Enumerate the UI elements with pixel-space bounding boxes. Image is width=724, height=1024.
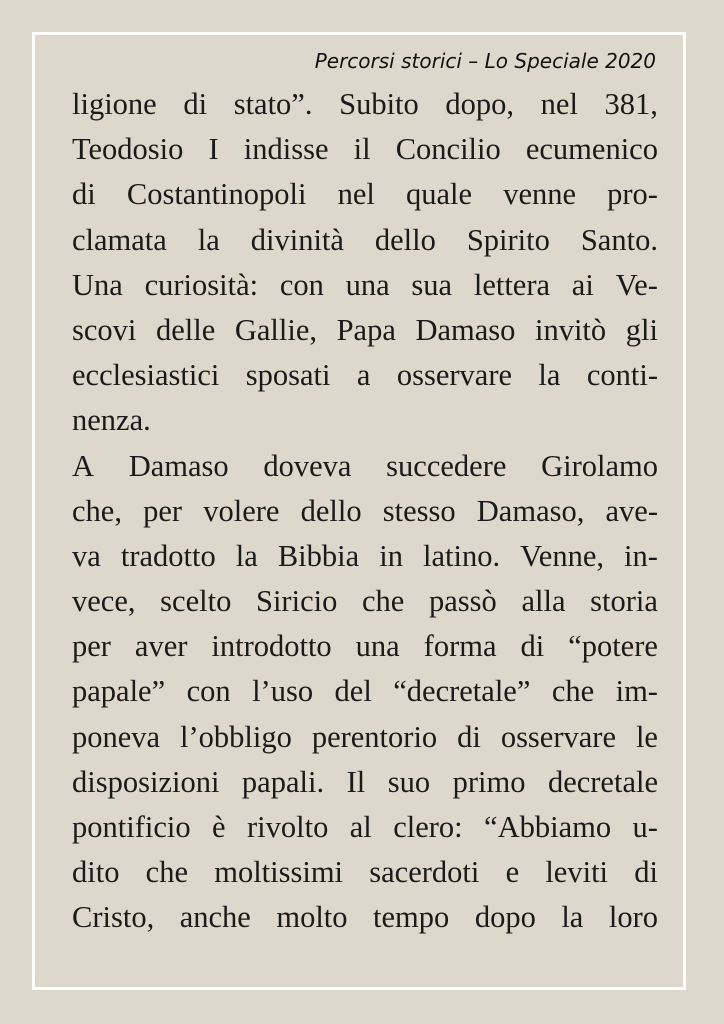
text-line: pontificio è rivolto al clero: “Abbiamo u- — [72, 810, 658, 844]
text-line: che, per volere dello stesso Damaso, ave- — [72, 493, 658, 528]
text-line: disposizioni papali. Il suo primo decretale — [72, 764, 658, 799]
text-line: clamata la divinità dello Spirito Santo. — [72, 222, 658, 257]
text-line: per aver introdotto una forma di “potere — [72, 629, 658, 664]
text-line: A Damaso doveva succedere Girolamo — [72, 448, 658, 483]
text-line: ligione di stato”. Subito dopo, nel 381, — [72, 87, 658, 121]
text-line: dito che moltissimi sacerdoti e leviti di — [72, 855, 658, 890]
text-line: Teodosio I indisse il Concilio ecumenico — [72, 132, 658, 167]
text-line: Una curiosità: con una sua lettera ai Ve- — [72, 267, 658, 302]
text-line: di Costantinopoli nel quale venne pro- — [72, 177, 658, 212]
text-line: ecclesiastici sposati a osservare la conti- — [72, 358, 658, 393]
running-header: Percorsi storici – Lo Speciale 2020 — [314, 49, 656, 73]
text-line: vece, scelto Siricio che passò alla storia — [72, 584, 658, 619]
text-line: nenza. — [72, 403, 151, 438]
text-line: poneva l’obbligo perentorio di osservare le — [72, 719, 658, 754]
body-text — [72, 82, 658, 941]
text-line: scovi delle Gallie, Papa Damaso invitò gli — [72, 312, 658, 347]
text-line: va tradotto la Bibbia in latino. Venne, in- — [72, 538, 658, 573]
text-line: Cristo, anche molto tempo dopo la loro — [72, 900, 658, 935]
text-line: papale” con l’uso del “decretale” che im- — [72, 674, 658, 709]
